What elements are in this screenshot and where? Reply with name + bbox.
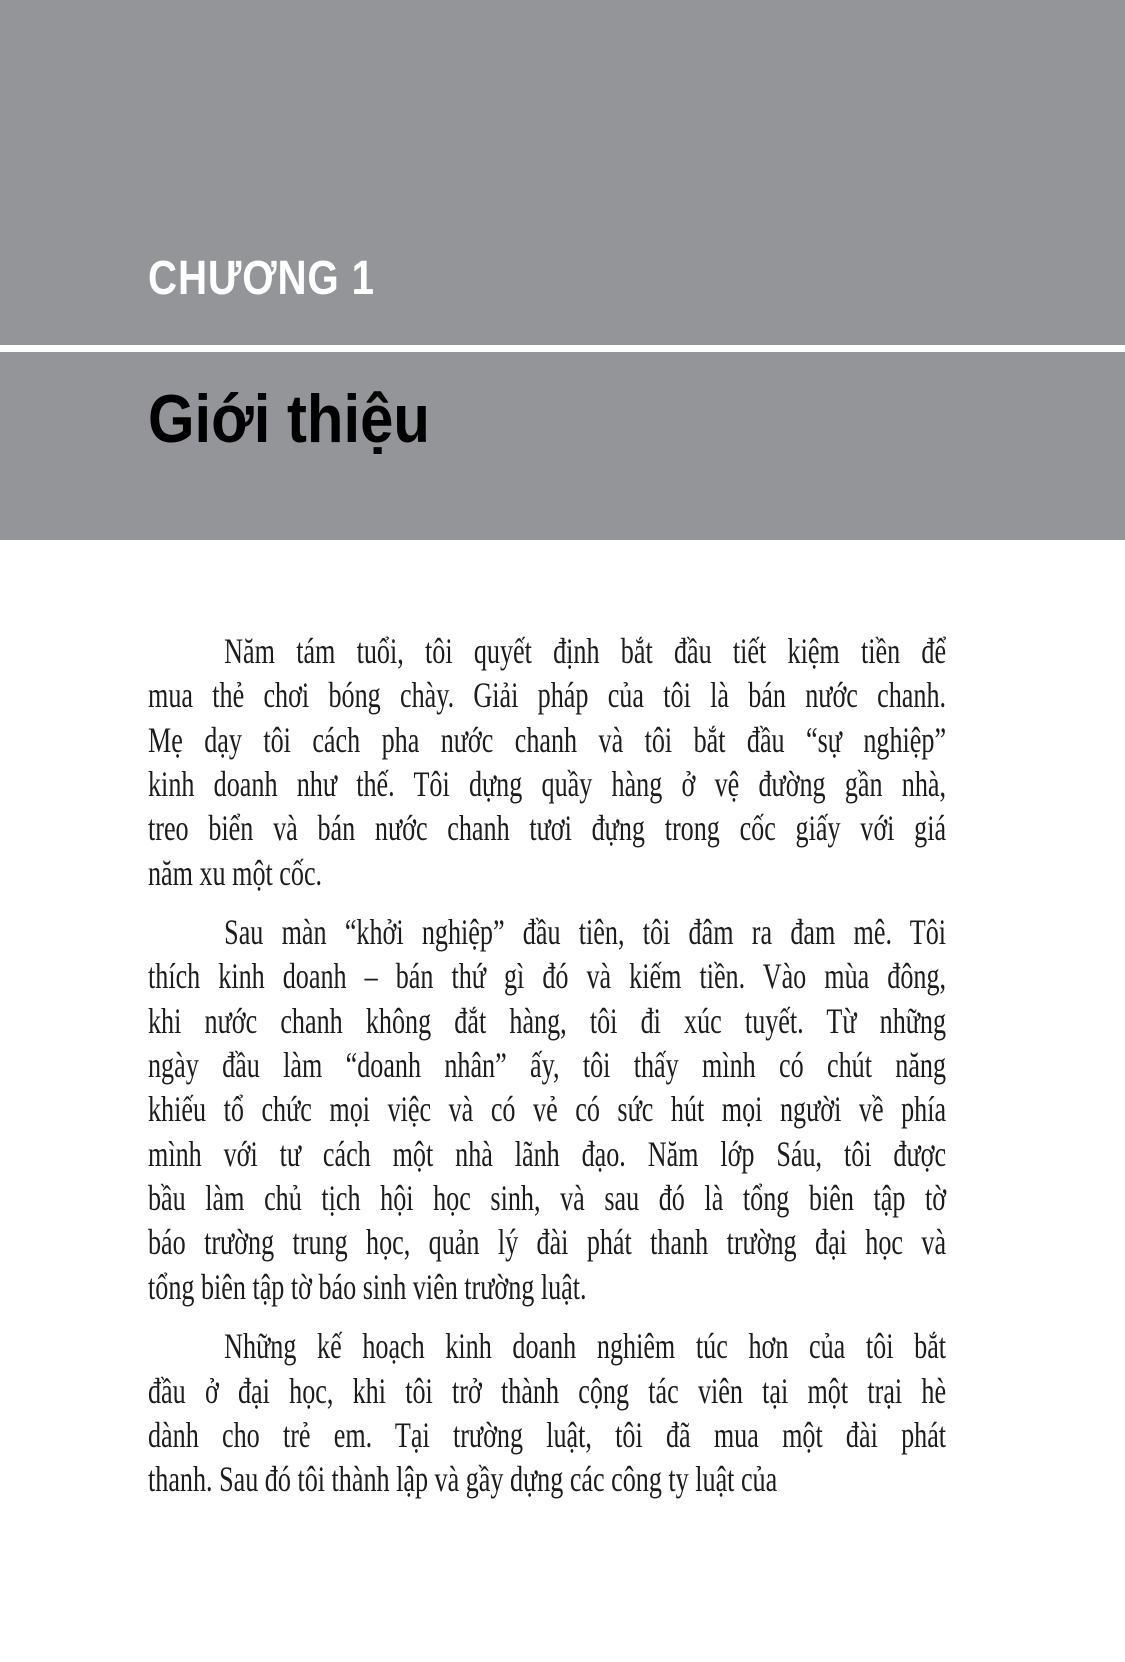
paragraph bbox=[148, 910, 946, 1309]
text-line: mua thẻ chơi bóng chày. Giải pháp của tôi là bán nước chanh. bbox=[148, 675, 947, 716]
text-line: thích kinh doanh – bán thứ gì đó và kiếm tiền. Vào mùa đông, bbox=[148, 956, 947, 997]
text-line: kinh doanh như thế. Tôi dựng quầy hàng ở vệ đường gần nhà, bbox=[148, 764, 947, 805]
text-line: khi nước chanh không đắt hàng, tôi đi xúc tuyết. Từ những bbox=[148, 1000, 947, 1041]
text-line: ngày đầu làm “doanh nhân” ấy, tôi thấy mình có chút năng bbox=[148, 1045, 947, 1086]
text-line: Sau màn “khởi nghiệp” đầu tiên, tôi đâm ra đam mê. Tôi bbox=[224, 912, 947, 953]
paragraph bbox=[148, 1324, 946, 1501]
chapter-title: Giới thiệu bbox=[148, 381, 430, 457]
text-line: báo trường trung học, quản lý đài phát thanh trường đại học và bbox=[148, 1222, 947, 1263]
title-band bbox=[0, 352, 1125, 540]
text-line: năm xu một cốc. bbox=[148, 852, 323, 893]
text-line: dành cho trẻ em. Tại trường luật, tôi đã mua một đài phát bbox=[148, 1414, 947, 1455]
text-line: Những kế hoạch kinh doanh nghiêm túc hơn của tôi bắt bbox=[224, 1326, 947, 1367]
text-line: đầu ở đại học, khi tôi trở thành cộng tác viên tại một trại hè bbox=[148, 1370, 947, 1411]
text-line: tổng biên tập tờ báo sinh viên trường luật. bbox=[148, 1266, 587, 1307]
chapter-label: CHƯƠNG 1 bbox=[148, 252, 375, 305]
text-line: thanh. Sau đó tôi thành lập và gầy dựng các công ty luật của bbox=[148, 1459, 778, 1500]
text-line: Năm tám tuổi, tôi quyết định bắt đầu tiết kiệm tiền để bbox=[224, 631, 947, 671]
band-divider-line bbox=[0, 345, 1125, 352]
chapter-band bbox=[0, 0, 1125, 345]
text-line: bầu làm chủ tịch hội học sinh, và sau đó là tổng biên tập tờ bbox=[148, 1178, 947, 1219]
text-line: khiếu tổ chức mọi việc và có vẻ có sức hút mọi người về phía bbox=[148, 1089, 947, 1130]
text-line: Mẹ dạy tôi cách pha nước chanh và tôi bắt đầu “sự nghiệp” bbox=[148, 719, 947, 760]
text-line: treo biển và bán nước chanh tươi đựng trong cốc giấy với giá bbox=[148, 808, 947, 849]
paragraph bbox=[148, 629, 946, 895]
body-text-block bbox=[148, 629, 946, 1502]
text-line: mình với tư cách một nhà lãnh đạo. Năm lớp Sáu, tôi được bbox=[148, 1133, 947, 1174]
